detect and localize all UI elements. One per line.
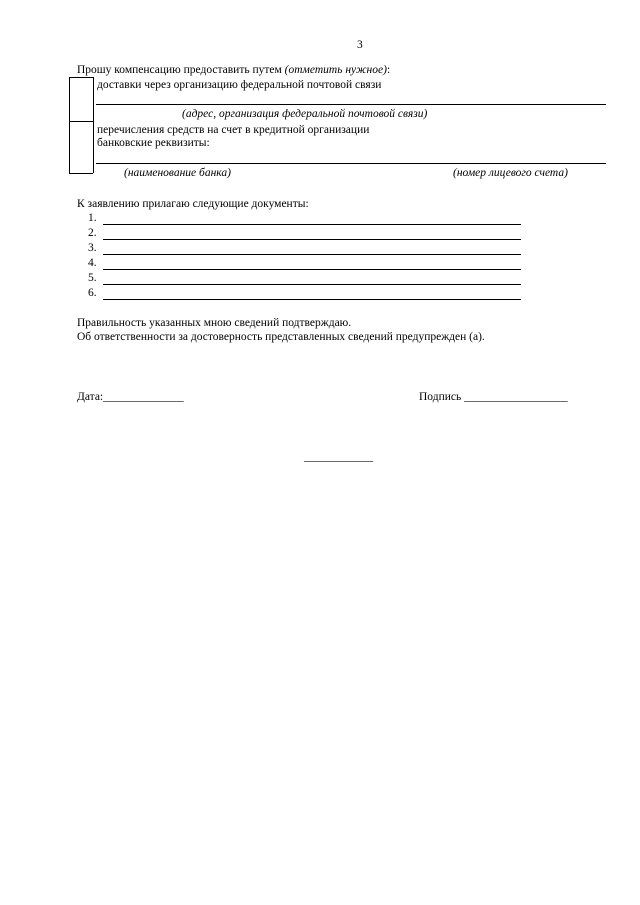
attachment-line-1[interactable] bbox=[103, 224, 521, 225]
attachment-number-2: 2. bbox=[88, 227, 97, 239]
compensation-request-intro bbox=[77, 64, 390, 77]
postal-address-caption: (адрес, организация федеральной почтовой связи) bbox=[182, 108, 428, 120]
attachment-number-5: 5. bbox=[88, 272, 97, 284]
attachment-number-6: 6. bbox=[88, 287, 97, 299]
bank-transfer-checkbox[interactable] bbox=[70, 122, 93, 173]
attachment-line-2[interactable] bbox=[103, 239, 521, 240]
bank-details-label: банковские реквизиты: bbox=[97, 137, 210, 149]
request-intro-text: Прошу компенсацию предоставить путем bbox=[77, 64, 282, 76]
checkbox-right-border bbox=[93, 77, 94, 173]
page-number: 3 bbox=[357, 39, 363, 51]
confirmation-line-2: Об ответственности за достоверность представленных сведений предупрежден (а). bbox=[77, 331, 485, 343]
account-number-caption: (номер лицевого счета) bbox=[453, 167, 568, 179]
request-intro-colon: : bbox=[386, 64, 391, 76]
bank-transfer-option: перечисления средств на счет в кредитной организации bbox=[97, 124, 370, 136]
attachment-line-5[interactable] bbox=[103, 284, 521, 285]
attachment-line-3[interactable] bbox=[103, 254, 521, 255]
attachments-heading: К заявлению прилагаю следующие документы: bbox=[77, 198, 309, 210]
postal-delivery-checkbox[interactable] bbox=[70, 78, 93, 121]
footer-separator: ____________ bbox=[304, 451, 373, 463]
postal-address-line[interactable] bbox=[96, 104, 606, 105]
request-intro-note: (отметить нужное) bbox=[284, 64, 387, 76]
attachment-number-1: 1. bbox=[88, 212, 97, 224]
attachment-line-6[interactable] bbox=[103, 299, 521, 300]
postal-delivery-option: доставки через организацию федеральной почтовой связи bbox=[97, 79, 382, 91]
signature-field[interactable]: Подпись __________________ bbox=[419, 391, 568, 403]
date-field[interactable]: Дата:______________ bbox=[77, 391, 184, 403]
attachment-number-3: 3. bbox=[88, 242, 97, 254]
checkbox-bottom-border bbox=[69, 173, 93, 174]
bank-name-caption: (наименование банка) bbox=[124, 167, 231, 179]
bank-details-line[interactable] bbox=[96, 163, 606, 164]
attachment-line-4[interactable] bbox=[103, 269, 521, 270]
attachment-number-4: 4. bbox=[88, 257, 97, 269]
confirmation-line-1: Правильность указанных мною сведений подтверждаю. bbox=[77, 317, 352, 329]
